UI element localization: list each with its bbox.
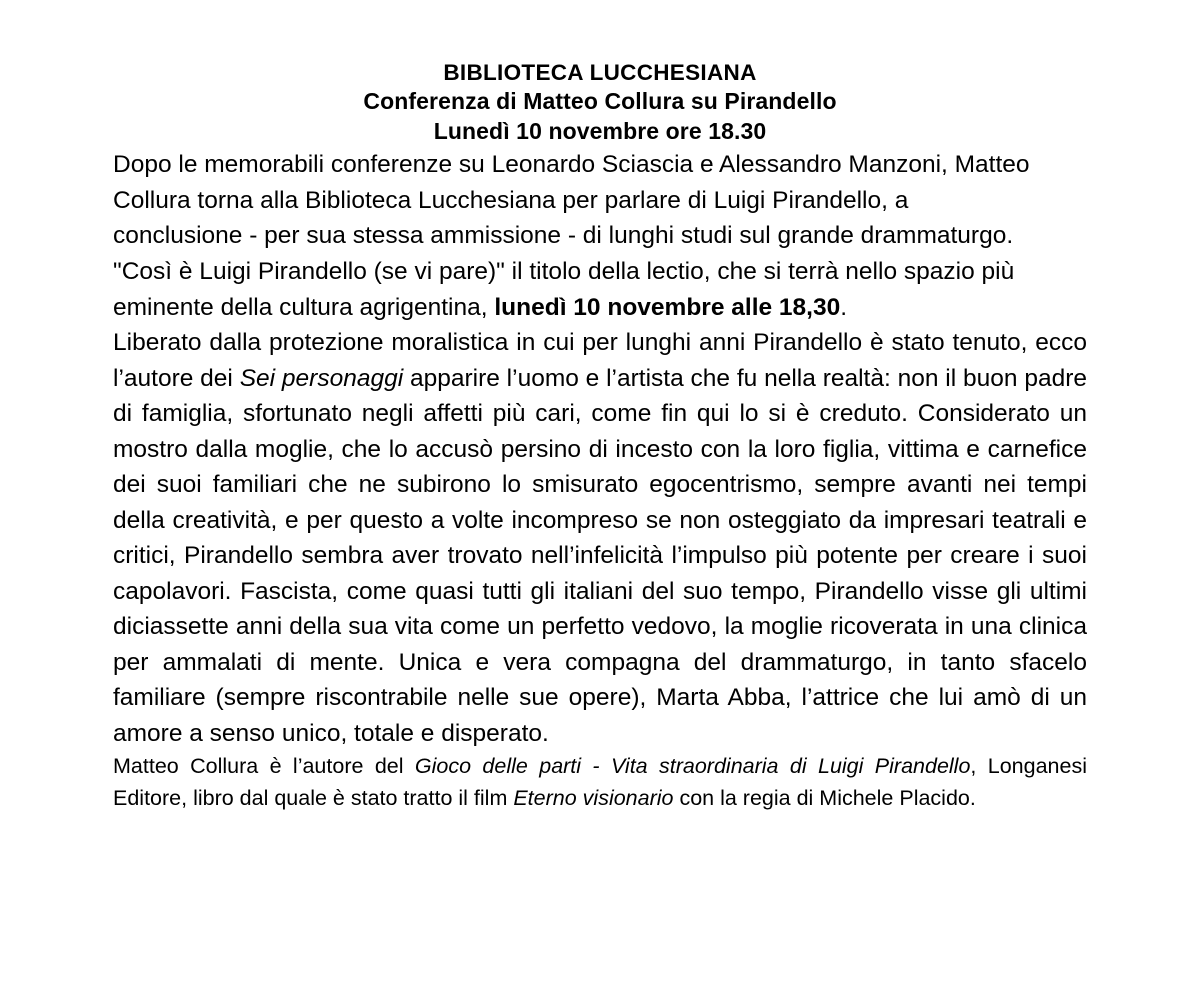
- note-text-part-1: Matteo Collura è l’autore del: [113, 754, 415, 779]
- note-film-title: Eterno visionario: [513, 786, 674, 811]
- note-text-part-2: , Longanesi Editore, libro dal quale è stato tratto il film: [113, 754, 1087, 811]
- paragraph-note: [113, 751, 1087, 815]
- main-work-title-sei-personaggi: Sei personaggi: [239, 364, 404, 392]
- intro-line-5: [113, 290, 1087, 326]
- heading-line-institution: BIBLIOTECA LUCCHESIANA: [443, 60, 757, 85]
- intro-line-5-text: eminente della cultura agrigentina,: [113, 293, 495, 321]
- note-book-title: Gioco delle parti - Vita straordinaria di Luigi Pirandello: [414, 754, 971, 779]
- main-text-part-2: apparire l’uomo e l’artista che fu nella realtà: non il buon padre di famiglia, sfortunato negli affetti più cari, come fin qui lo si è creduto. Considerato un mostro dalla moglie, che lo accusò persino di incesto con la loro figlia, vittima e carnefice dei suoi familiari che ne subirono lo smisurato egocentrismo, sempre avanti nei tempi della creatività, e per questo a volte incompreso se non osteggiato da impresari teatrali e critici, Pirandello sembra aver trovato nell’infelicità l’impulso più potente per creare i suoi capolavori. Fascista, come quasi tutti gli italiani del suo tempo, Pirandello visse gli ultimi diciassette anni della sua vita come un perfetto vedovo, la moglie ricoverata in una clinica per ammalati di mente. Unica e vera compagna del drammaturgo, in tanto sfacelo familiare (sempre riscontrabile nelle sue opere), Marta Abba, l’attrice che lui amò di un amore a senso unico, totale e disperato.: [113, 364, 1087, 747]
- intro-date-highlight: lunedì 10 novembre alle 18,30: [494, 293, 841, 321]
- paragraph-main: [113, 325, 1087, 751]
- document-heading: [0, 0, 1200, 147]
- intro-line-5-period: .: [840, 293, 848, 321]
- paragraph-intro: [113, 147, 1087, 325]
- intro-line-2: Collura torna alla Biblioteca Lucchesiana per parlare di Luigi Pirandello, a: [113, 186, 909, 214]
- intro-line-1: Dopo le memorabili conferenze su Leonardo Sciascia e Alessandro Manzoni, Matteo: [113, 151, 1030, 179]
- heading-line-datetime: Lunedì 10 novembre ore 18.30: [433, 118, 767, 145]
- note-text-part-3: con la regia di Michele Placido.: [673, 786, 976, 811]
- document-body: [113, 147, 1087, 815]
- intro-line-4: "Così è Luigi Pirandello (se vi pare)" il titolo della lectio, che si terrà nello spazio più: [113, 257, 1015, 285]
- heading-line-event: Conferenza di Matteo Collura su Pirandello: [363, 88, 837, 115]
- intro-line-3: conclusione - per sua stessa ammissione - di lunghi studi sul grande drammaturgo.: [113, 222, 1014, 250]
- main-text-part-1: Liberato dalla protezione moralistica in cui per lunghi anni Pirandello è stato tenuto, ecco l’autore dei: [113, 329, 1087, 392]
